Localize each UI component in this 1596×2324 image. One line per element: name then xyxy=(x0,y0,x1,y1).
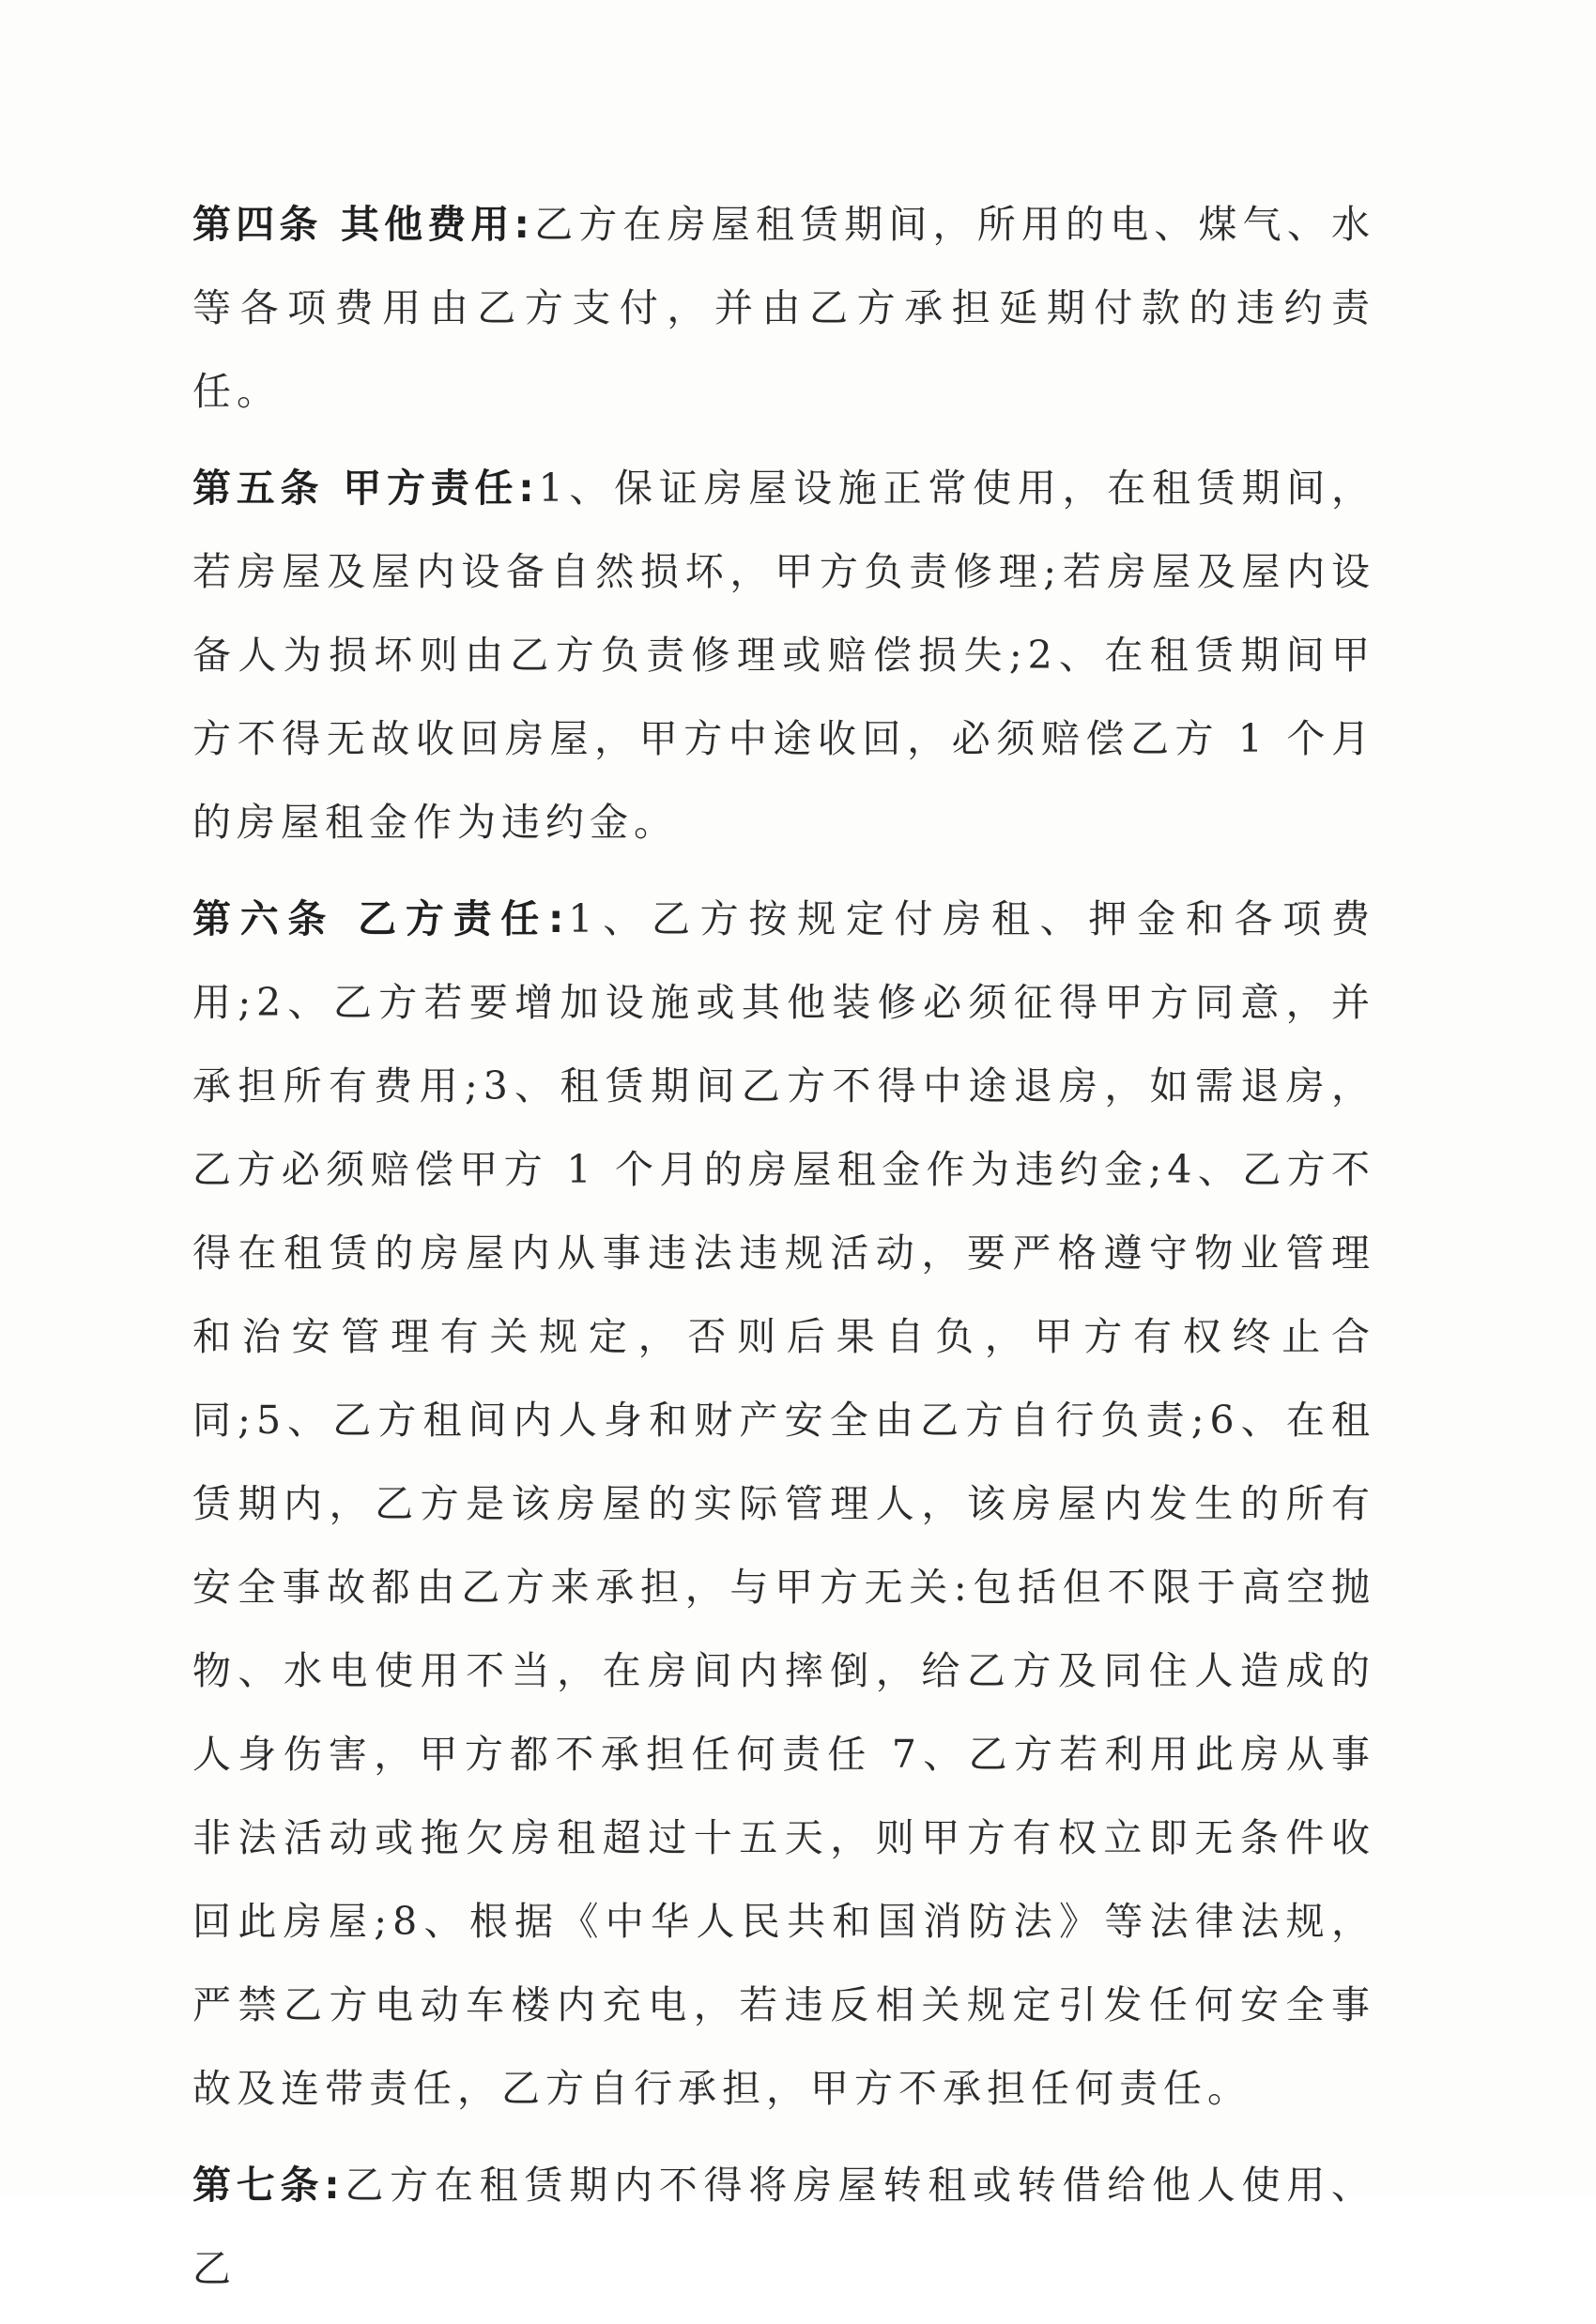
contract-body xyxy=(192,183,1375,2324)
clause-4 xyxy=(192,183,1375,434)
clause-7-title: 第七条: xyxy=(192,2163,345,2208)
clause-7 xyxy=(192,2144,1375,2311)
clause-4-text: 乙方在房屋租赁期间，所用的电、煤气、水等各项费用由乙方支付，并由乙方承担延期付款的违约责任。 xyxy=(192,202,1375,414)
clause-4-title: 第四条 其他费用: xyxy=(192,202,534,247)
clause-7-text: 乙方在租赁期内不得将房屋转租或转借给他人使用、乙 xyxy=(192,2163,1376,2291)
clause-6 xyxy=(192,878,1375,2131)
clause-5-text: 1、保证房屋设施正常使用，在租赁期间，若房屋及屋内设备自然损坏，甲方负责修理;若房屋及屋内设备人为损坏则由乙方负责修理或赔偿损失;2、在租赁期间甲方不得无故收回房屋，甲方中途收回，必须赔偿乙方 1 个月的房屋租金作为违约金。 xyxy=(192,466,1375,845)
clause-6-title: 第六条 乙方责任: xyxy=(192,896,569,941)
clause-5-title: 第五条 甲方责任: xyxy=(192,466,539,511)
clause-6-text: 1、乙方按规定付房租、押金和各项费用;2、乙方若要增加设施或其他装修必须征得甲方同意，并承担所有费用;3、租赁期间乙方不得中途退房，如需退房，乙方必须赔偿甲方 1 个月的房屋租金作为违约金;4、乙方不得在租赁的房屋内从事违法违规活动，要严格遵守物业管理和治安管理有关规定，否则后果自负，甲方有权终止合同;5、乙方租间内人身和财产安全由乙方自行负责;6、在租赁期内，乙方是该房屋的实际管理人，该房屋内发生的所有安全事故都由乙方来承担，与甲方无关:包括但不限于高空抛物、水电使用不当，在房间内摔倒，给乙方及同住人造成的人身伤害，甲方都不承担任何责任 7、乙方若利用此房从事非法活动或拖欠房租超过十五天，则甲方有权立即无条件收回此房屋;8、根据《中华人民共和国消防法》等法律法规，严禁乙方电动车楼内充电，若违反相关规定引发任何安全事故及连带责任，乙方自行承担，甲方不承担任何责任。 xyxy=(192,896,1375,2111)
clause-5 xyxy=(192,447,1375,864)
